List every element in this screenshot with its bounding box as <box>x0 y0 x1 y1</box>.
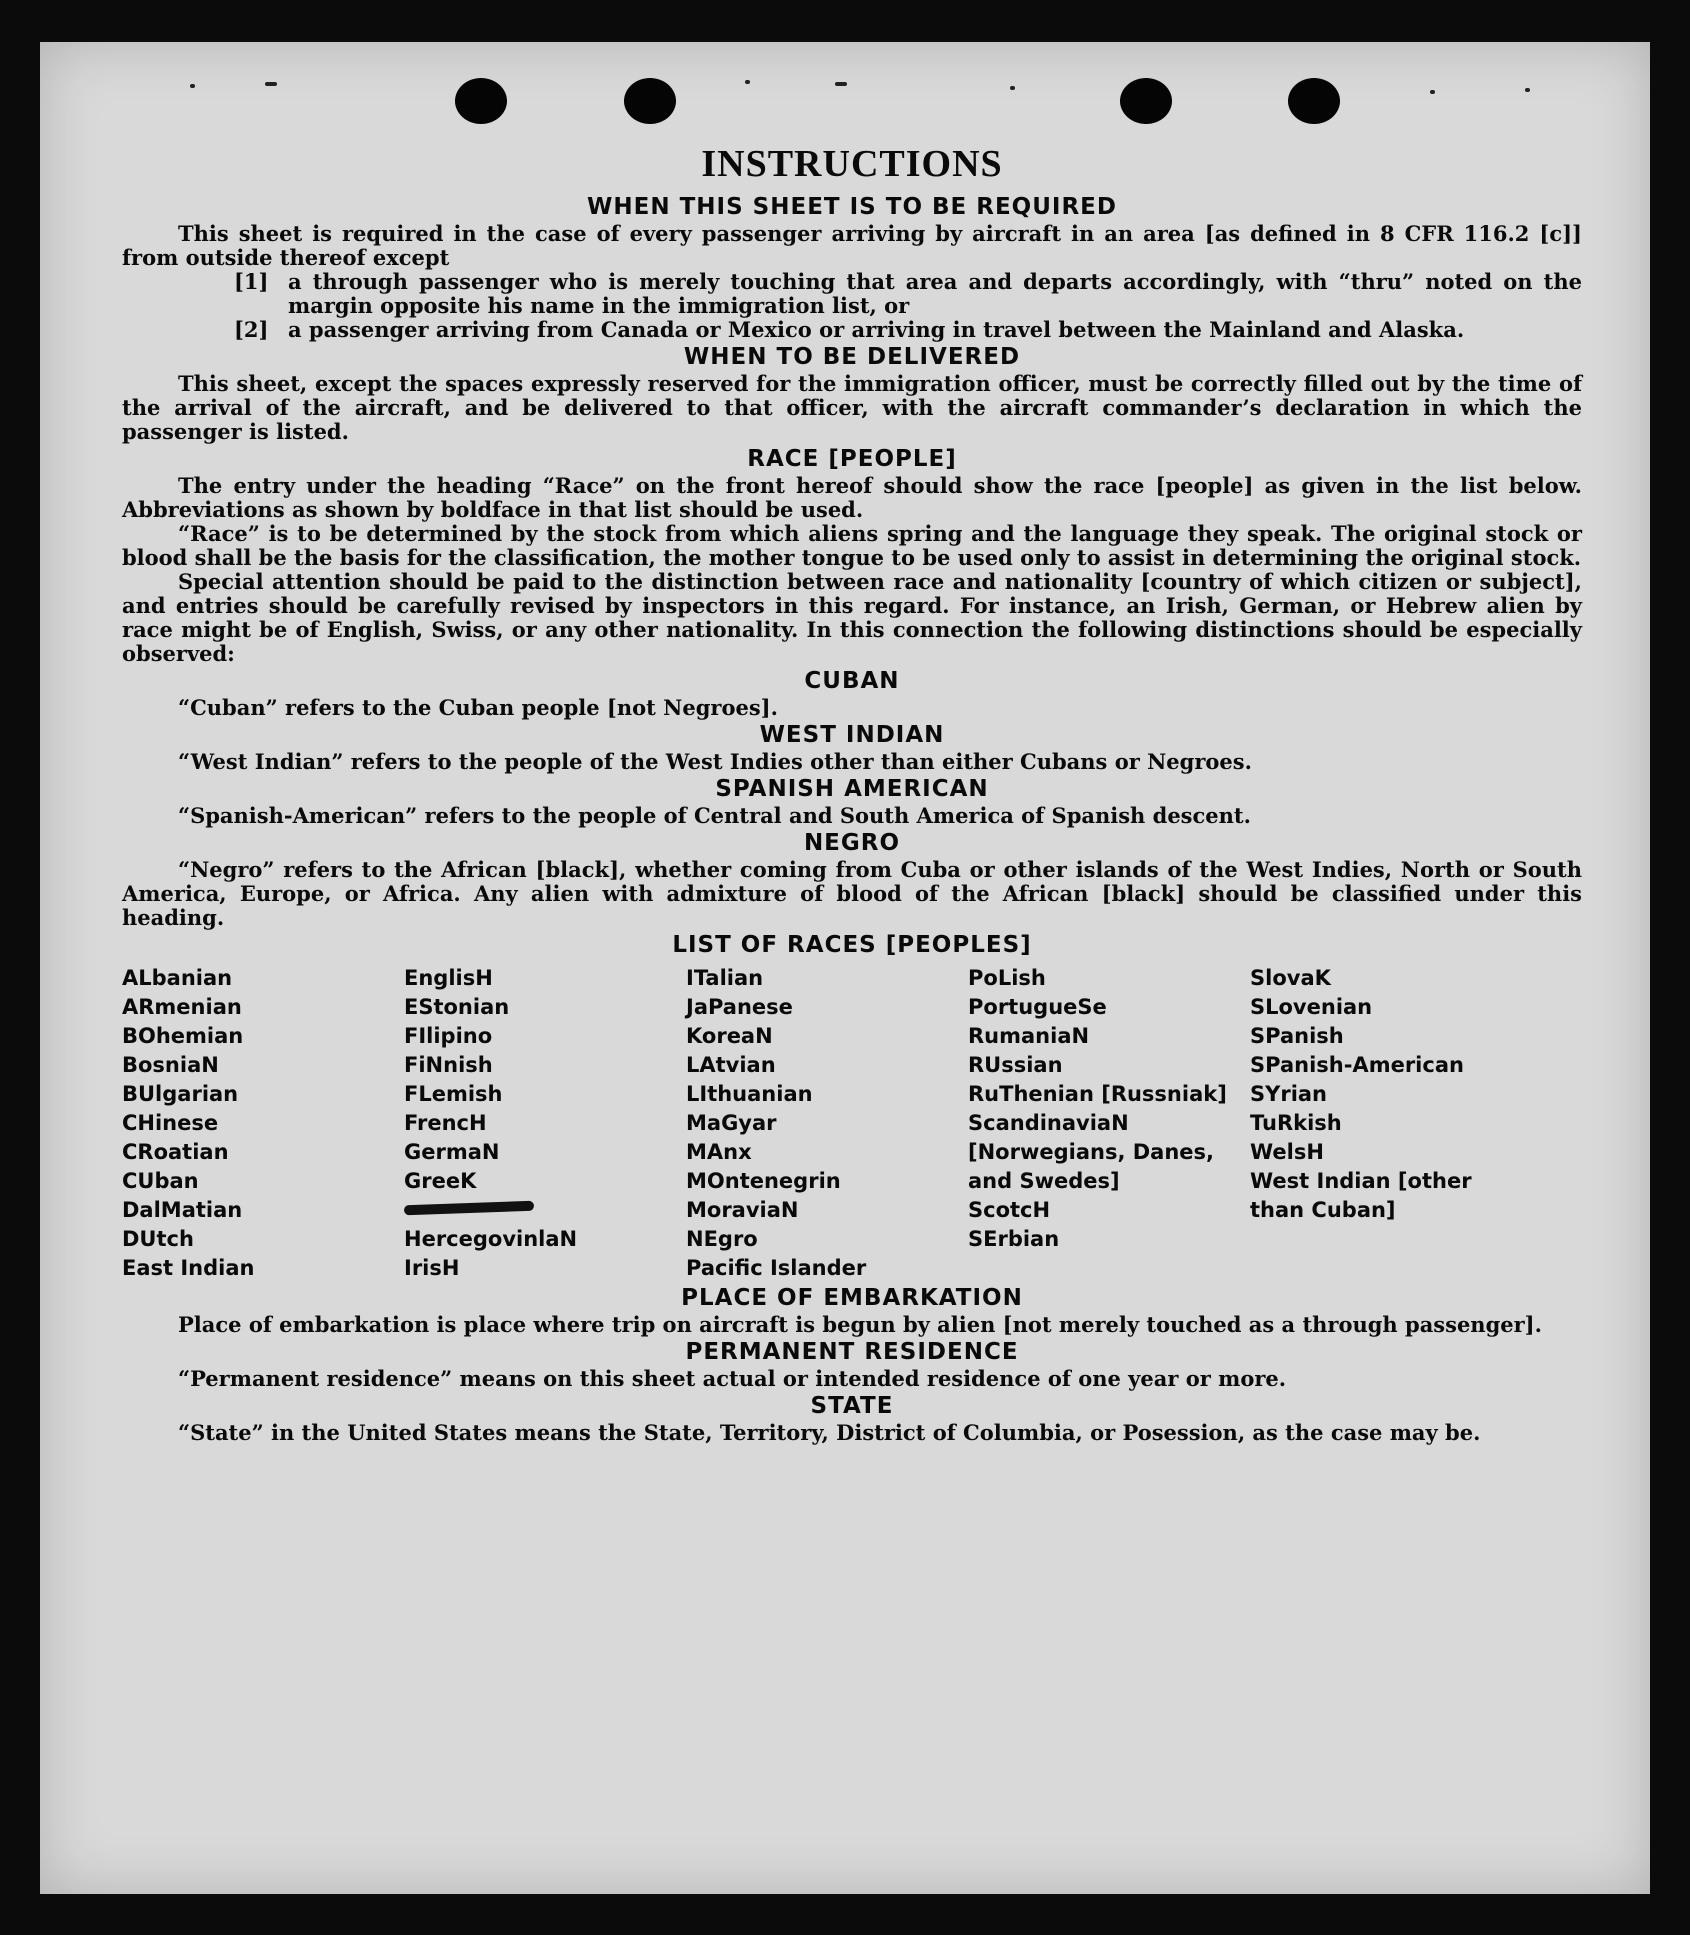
list-item-number: [1] <box>234 269 269 294</box>
ink-strike-mark <box>404 1197 534 1217</box>
race-entry: ALbanian <box>122 966 233 990</box>
race-entry: MAnx <box>686 1140 752 1164</box>
race-entry: GreeK <box>404 1169 477 1193</box>
document-page <box>40 42 1650 1894</box>
race-entry: GermaN <box>404 1140 500 1164</box>
heading-when-required: WHEN THIS SHEET IS TO BE REQUIRED <box>587 194 1117 220</box>
race-entry: RuThenian [Russniak] <box>968 1082 1227 1106</box>
list-item-text: a through passenger who is merely touching that area and departs accordingly, with “thru” noted on the margin opposite his name in the immigration list, or <box>288 269 1582 318</box>
race-entry: MOntenegrin <box>686 1169 841 1193</box>
races-column <box>122 964 404 1283</box>
race-entry: CUban <box>122 1169 199 1193</box>
races-list <box>122 964 1582 1283</box>
races-column <box>686 964 968 1283</box>
race-entry: FLemish <box>404 1082 503 1106</box>
race-entry: ITalian <box>686 966 764 990</box>
speck <box>745 80 750 84</box>
instructions-content <box>122 142 1582 1445</box>
embarkation-text: Place of embarkation is place where trip on aircraft is begun by alien [not merely touched as a through passenger]. <box>178 1312 1542 1337</box>
race-entry: ScandinaviaN [Norwegians, Danes, and Swedes] <box>968 1111 1215 1193</box>
heading-permanent-residence: PERMANENT RESIDENCE <box>685 1339 1019 1365</box>
negro-text: “Negro” refers to the African [black], whether coming from Cuba or other islands of the West Indies, North or South America, Europe, or Africa. Any alien with admixture of blood of the African [black] should be classified under this heading. <box>122 857 1582 930</box>
punch-hole <box>1288 78 1340 124</box>
west-indian-text: “West Indian” refers to the people of the West Indies other than either Cubans or Negroes. <box>178 749 1252 774</box>
list-item <box>234 318 1582 342</box>
race-entry: RumaniaN <box>968 1024 1090 1048</box>
struck-out-entry <box>404 1196 686 1225</box>
race-entry: EStonian <box>404 995 510 1019</box>
punch-hole <box>624 78 676 124</box>
required-intro: This sheet is required in the case of every passenger arriving by aircraft in an area [as defined in 8 CFR 116.2 [c]] from outside thereof except <box>122 221 1582 270</box>
race-paragraph: The entry under the heading “Race” on the front hereof should show the race [people] as given in the list below. Abbreviations as shown by boldface in that list should be used. <box>122 473 1582 522</box>
race-entry: SYrian <box>1250 1082 1328 1106</box>
heading-when-delivered: WHEN TO BE DELIVERED <box>683 344 1021 370</box>
race-entry: DalMatian <box>122 1198 243 1222</box>
race-entry: PortugueSe <box>968 995 1107 1019</box>
list-item <box>234 270 1582 318</box>
race-entry: SPanish <box>1250 1024 1344 1048</box>
heading-race: RACE [PEOPLE] <box>747 446 957 472</box>
race-entry: Pacific Islander <box>686 1256 867 1280</box>
race-entry: CHinese <box>122 1111 219 1135</box>
race-entry: KoreaN <box>686 1024 773 1048</box>
list-item-text: a passenger arriving from Canada or Mexico or arriving in travel between the Mainland and Alaska. <box>288 317 1465 342</box>
race-entry: LIthuanian <box>686 1082 813 1106</box>
race-entry: BosniaN <box>122 1053 219 1077</box>
race-entry: TuRkish <box>1250 1111 1342 1135</box>
residence-text: “Permanent residence” means on this sheet actual or intended residence of one year or more. <box>178 1366 1287 1391</box>
race-entry: EnglisH <box>404 966 493 990</box>
race-entry: BUlgarian <box>122 1082 239 1106</box>
race-entry: LAtvian <box>686 1053 776 1077</box>
speck <box>1010 86 1015 90</box>
speck <box>265 82 277 86</box>
race-entry: SPanish-American <box>1250 1053 1464 1077</box>
heading-west-indian: WEST INDIAN <box>759 722 945 748</box>
race-entry: East Indian <box>122 1256 255 1280</box>
cuban-text: “Cuban” refers to the Cuban people [not Negroes]. <box>178 695 778 720</box>
race-entry: HercegovinlaN <box>404 1227 578 1251</box>
race-entry: ARmenian <box>122 995 242 1019</box>
race-entry: ScotcH <box>968 1198 1051 1222</box>
heading-cuban: CUBAN <box>804 668 900 694</box>
race-entry: CRoatian <box>122 1140 229 1164</box>
page-title: INSTRUCTIONS <box>701 143 1003 185</box>
race-entry: DUtch <box>122 1227 194 1251</box>
speck <box>1430 90 1435 94</box>
race-entry: RUssian <box>968 1053 1063 1077</box>
race-paragraph: “Race” is to be determined by the stock from which aliens spring and the language they speak. The original stock or blood shall be the basis for the classification, the mother tongue to be used only to assist in determining the original stock. <box>122 521 1582 570</box>
speck <box>1525 88 1530 92</box>
race-paragraph: Special attention should be paid to the distinction between race and nationality [country of which citizen or subject], and entries should be carefully revised by inspectors in this regard. For instance, an Irish, German, or Hebrew alien by race might be of English, Swiss, or any other nationality. In this connection the following distinctions should be especially observed: <box>122 569 1582 666</box>
speck <box>835 82 847 86</box>
race-entry: SErbian <box>968 1227 1060 1251</box>
race-entry: PoLish <box>968 966 1046 990</box>
race-entry: West Indian [other than Cuban] <box>1250 1169 1472 1222</box>
race-entry: IrisH <box>404 1256 460 1280</box>
race-entry: BOhemian <box>122 1024 244 1048</box>
race-entry: MoraviaN <box>686 1198 799 1222</box>
race-entry: NEgro <box>686 1227 758 1251</box>
list-item-number: [2] <box>234 317 269 342</box>
race-entry: MaGyar <box>686 1111 777 1135</box>
speck <box>190 84 195 88</box>
races-column <box>968 964 1250 1283</box>
delivered-text: This sheet, except the spaces expressly reserved for the immigration officer, must be correctly filled out by the time of the arrival of the aircraft, and be delivered to that officer, with the aircraft commander’s declaration in which the passenger is listed. <box>122 371 1582 444</box>
races-column <box>404 964 686 1283</box>
race-entry: FIlipino <box>404 1024 493 1048</box>
race-entry: FiNnish <box>404 1053 493 1077</box>
race-entry: WelsH <box>1250 1140 1324 1164</box>
race-entry: SLovenian <box>1250 995 1373 1019</box>
race-entry: SlovaK <box>1250 966 1331 990</box>
races-column <box>1250 964 1532 1283</box>
state-text: “State” in the United States means the State, Territory, District of Columbia, or Posession, as the case may be. <box>178 1420 1481 1445</box>
race-entry: FrencH <box>404 1111 487 1135</box>
punch-hole <box>1120 78 1172 124</box>
heading-spanish-american: SPANISH AMERICAN <box>715 776 989 802</box>
race-entry: JaPanese <box>686 995 793 1019</box>
heading-list-of-races: LIST OF RACES [PEOPLES] <box>672 932 1032 958</box>
punch-hole <box>455 78 507 124</box>
heading-place-of-embarkation: PLACE OF EMBARKATION <box>681 1285 1023 1311</box>
spanish-american-text: “Spanish-American” refers to the people of Central and South America of Spanish descent. <box>178 803 1251 828</box>
heading-state: STATE <box>810 1393 894 1419</box>
heading-negro: NEGRO <box>803 830 901 856</box>
